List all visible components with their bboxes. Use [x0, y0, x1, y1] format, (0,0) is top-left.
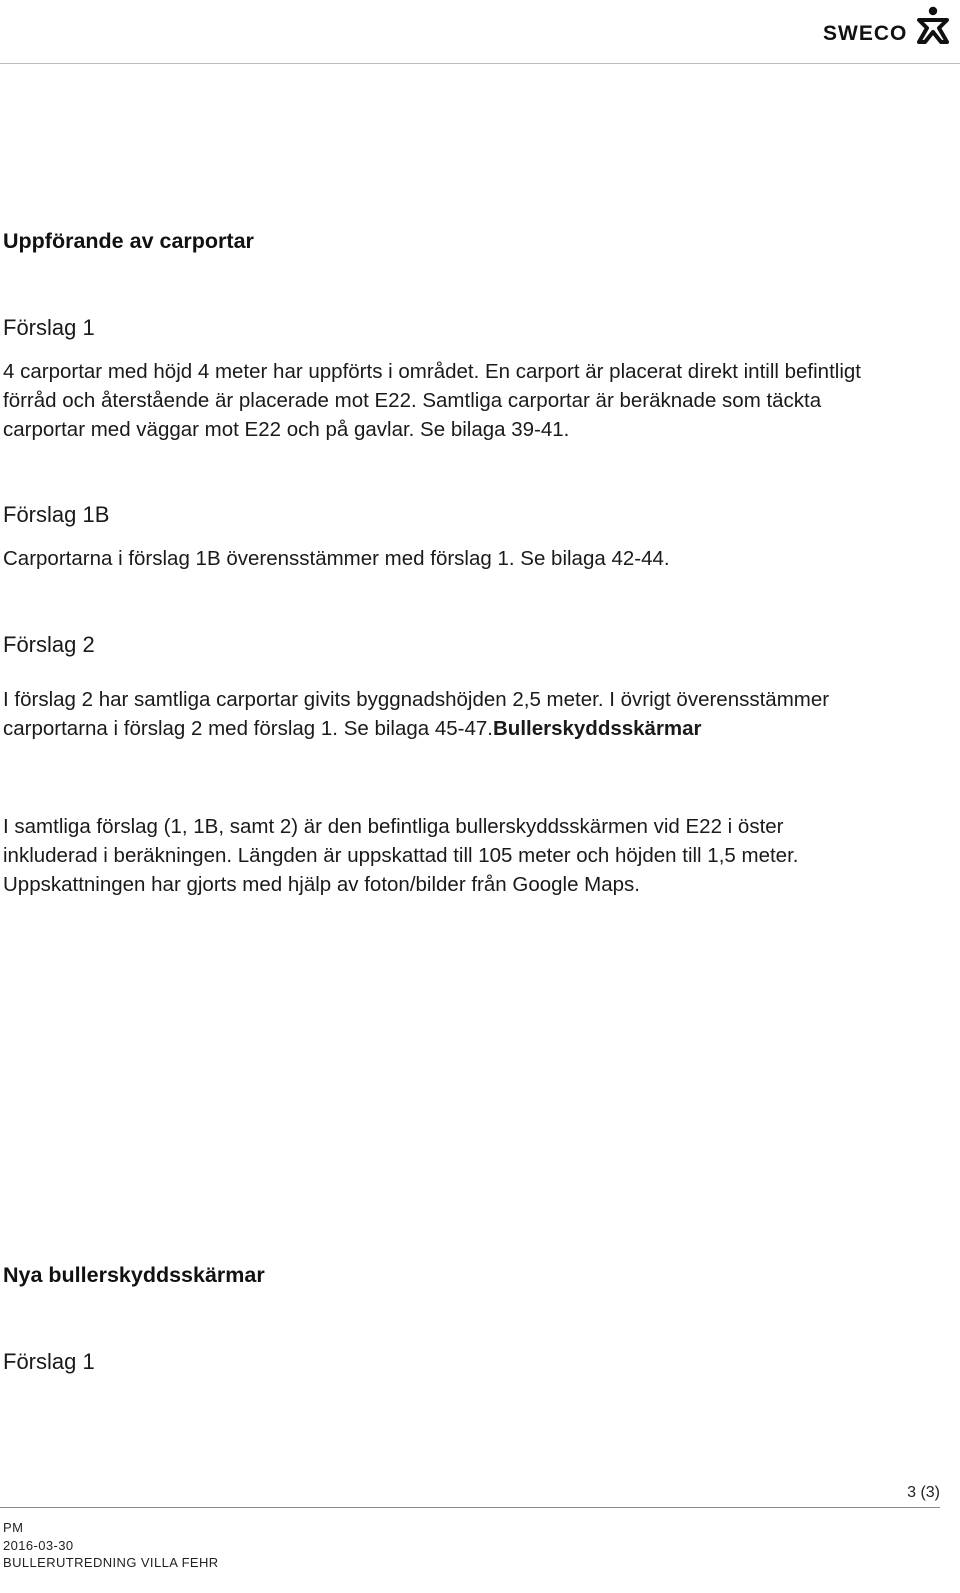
barrier-paragraph-line: inkluderad i beräkningen. Längden är uppskattad till 105 meter och höjden till 1,5 meter. — [3, 844, 799, 867]
footer-initials: PM — [3, 1520, 24, 1535]
carport-proposal1b-label: Förslag 1B — [3, 502, 110, 527]
footer-date: 2016-03-30 — [3, 1538, 74, 1553]
carport-proposal1-line: 4 carportar med höjd 4 meter har uppförts i området. En carport är placerat direkt intill befintligt — [3, 360, 861, 383]
carport-proposal1-label: Förslag 1 — [3, 315, 95, 340]
carport-proposal2-line-text: carportarna i förslag 2 med förslag 1. Se bilaga 45-47. — [3, 717, 493, 740]
carport-proposal1-line: carportar med väggar mot E22 och på gavlar. Se bilaga 39-41. — [3, 418, 570, 441]
page-number: 3 (3) — [907, 1484, 940, 1501]
footer-project: BULLERUTREDNING VILLA FEHR — [3, 1555, 219, 1570]
sweco-figure-icon — [915, 6, 951, 46]
barrier-paragraph-line: Uppskattningen har gjorts med hjälp av foton/bilder från Google Maps. — [3, 873, 641, 896]
new-barrier-heading: Nya bullerskyddsskärmar — [3, 1263, 265, 1287]
header-divider — [0, 63, 960, 64]
sweco-logo — [823, 6, 958, 48]
carport-proposal2-line — [3, 714, 702, 743]
new-barrier-proposal1-label: Förslag 1 — [3, 1349, 95, 1374]
barrier-paragraph-line: I samtliga förslag (1, 1B, samt 2) är den befintliga bullerskyddsskärmen vid E22 i öster — [3, 815, 784, 838]
carport-proposal2-line: I förslag 2 har samtliga carportar givits byggnadshöjden 2,5 meter. I övrigt överensstämmer — [3, 688, 830, 711]
footer-divider — [0, 1507, 940, 1508]
carport-proposal2-label: Förslag 2 — [3, 632, 95, 657]
carport-heading: Uppförande av carportar — [3, 229, 254, 253]
barrier-heading-inline: Bullerskyddsskärmar — [493, 717, 702, 740]
carport-proposal1b-text: Carportarna i förslag 1B överensstämmer med förslag 1. Se bilaga 42-44. — [3, 547, 670, 570]
logo-wordmark: SWECO — [823, 22, 908, 45]
carport-proposal1-line: förråd och återstående är placerade mot E22. Samtliga carportar är beräknade som täckta — [3, 389, 822, 412]
